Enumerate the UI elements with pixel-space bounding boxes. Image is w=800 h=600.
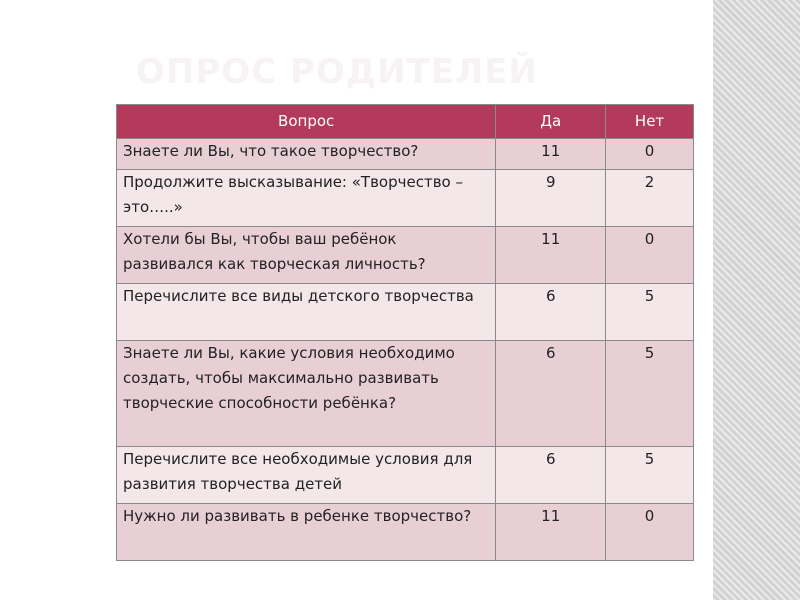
question-cell: Знаете ли Вы, что такое творчество?	[117, 139, 496, 170]
table-row	[117, 504, 694, 561]
no-cell: 0	[606, 227, 694, 284]
question-cell: Знаете ли Вы, какие условия необходимо создать, чтобы максимально развивать творческие способности ребёнка?	[117, 341, 496, 447]
table-row	[117, 341, 694, 447]
no-cell: 5	[606, 284, 694, 341]
table-row	[117, 284, 694, 341]
question-cell: Перечислите все виды детского творчества	[117, 284, 496, 341]
yes-cell: 6	[496, 341, 606, 447]
yes-cell: 11	[496, 227, 606, 284]
table-row	[117, 139, 694, 170]
yes-cell: 9	[496, 170, 606, 227]
yes-cell: 6	[496, 447, 606, 504]
header-question: Вопрос	[117, 105, 496, 139]
yes-cell: 11	[496, 139, 606, 170]
no-cell: 2	[606, 170, 694, 227]
yes-cell: 11	[496, 504, 606, 561]
no-cell: 5	[606, 341, 694, 447]
decorative-side-stripe	[713, 0, 800, 600]
table-row	[117, 170, 694, 227]
header-no: Нет	[606, 105, 694, 139]
no-cell: 5	[606, 447, 694, 504]
table-row	[117, 227, 694, 284]
question-cell: Нужно ли развивать в ребенке творчество?	[117, 504, 496, 561]
no-cell: 0	[606, 139, 694, 170]
survey-table	[116, 104, 694, 561]
table-row	[117, 447, 694, 504]
question-cell: Продолжите высказывание: «Творчество – это…..»	[117, 170, 496, 227]
table-header-row	[117, 105, 694, 139]
question-cell: Перечислите все необходимые условия для развития творчества детей	[117, 447, 496, 504]
yes-cell: 6	[496, 284, 606, 341]
no-cell: 0	[606, 504, 694, 561]
question-cell: Хотели бы Вы, чтобы ваш ребёнок развивался как творческая личность?	[117, 227, 496, 284]
slide-title: ОПРОС РОДИТЕЛЕЙ	[136, 52, 538, 92]
header-yes: Да	[496, 105, 606, 139]
